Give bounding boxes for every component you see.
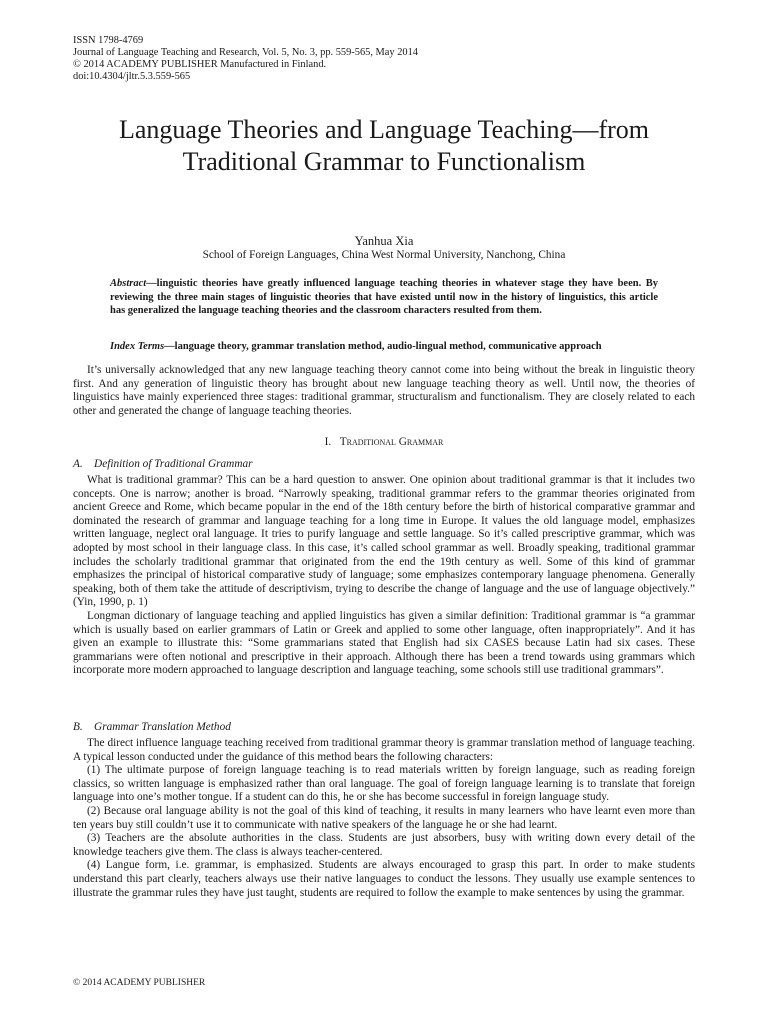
section-heading: [73, 435, 695, 449]
index-terms: [110, 340, 658, 354]
subsection-title: Grammar Translation Method: [94, 721, 231, 733]
author-affiliation: School of Foreign Languages, China West Normal University, Nanchong, China: [202, 249, 566, 261]
subsection-a-body: [73, 474, 695, 678]
paragraph: The direct influence language teaching received from traditional grammar theory is grammar translation method of language teaching. A typical lesson conducted under the guidance of this method bears the following characters:: [73, 737, 695, 763]
author-name: Yanhua Xia: [354, 234, 414, 248]
paragraph: What is traditional grammar? This can be a hard question to answer. One opinion about traditional grammar is that it includes two concepts. One is narrow; another is broad. “Narrowly speaking, traditional grammar refers to the grammar theories originated from ancient Greece and Rome, which became popular in the end of the 18th century before the birth of historical comparative grammar and dominated the research of grammar and language teaching for a long time in Europe. It values the old language model, emphasizes written language, neglect oral language. It tries to purify language and settle language. So it’s called prescriptive grammar, which was adopted by most school in their language class. In this case, it’s called school grammar as well. Broadly speaking, traditional grammar includes the scholarly traditional grammar that originated from the end the 19th century as well. Some of this kind of grammar emphasizes the principal of historical comparative study of language; some emphasizes contemporary language phenomena. Generally speaking, both of them take the attitude of descriptivism, trying to describe the change of language and the use of language objectively.” (Yin, 1990, p. 1): [73, 474, 695, 609]
journal-header: [73, 35, 418, 83]
subsection-label: B.: [73, 721, 83, 733]
introduction: [73, 364, 695, 418]
subsection-title: Definition of Traditional Grammar: [94, 458, 253, 470]
abstract: [110, 277, 658, 318]
subsection-label: A.: [73, 458, 83, 470]
page-footer: © 2014 ACADEMY PUBLISHER: [73, 978, 206, 988]
subsection-heading-b: [73, 720, 231, 734]
paragraph: Longman dictionary of language teaching and applied linguistics has given a similar definition: Traditional grammar is “a grammar which is usually based on earlier grammars of Latin or Greek and applied to some other language, often inappropriately”. And it has given an example to illustrate this: “Some grammarians stated that English had six CASES because Latin had six cases. These grammarians were often notional and prescriptive in their approach. Although there has been a trend towards using grammars which incorporate more modern approached to language description and language teaching, some schools still use traditional grammars”.: [73, 609, 695, 677]
intro-paragraph: It’s universally acknowledged that any new language teaching theory cannot come into being without the break in linguistic theory first. And any generation of linguistic theory has brought about new language teaching theory as well. Until now, the theories of linguistics have mainly experienced three stages: traditional grammar, structuralism and functionalism. They are closely related to each other and generated the change of language teaching theories.: [73, 364, 695, 417]
issn-line: ISSN 1798-4769: [73, 35, 144, 46]
abstract-text: —linguistic theories have greatly influenced language teaching theories in whatever stage they have been. By reviewing the three main stages of linguistic theories that have existed until now in the history of linguistics, this article has generalized the language teaching theories and the classroom characters resulted from them.: [110, 278, 658, 316]
subsection-heading-a: [73, 457, 253, 471]
journal-citation-line: Journal of Language Teaching and Research, Vol. 5, No. 3, pp. 559-565, May 2014: [73, 47, 418, 58]
section-title: Traditional Grammar: [339, 436, 444, 448]
paper-title: Language Theories and Language Teaching—from Traditional Grammar to Functionalism: [118, 115, 650, 176]
abstract-label: Abstract: [110, 278, 147, 289]
list-paragraph: (4) Langue form, i.e. grammar, is emphasized. Students are always encouraged to grasp this part. In order to make students understand this part clearly, teachers always use their native languages to conduct the lessons. They usually use example sentences to illustrate the grammar rules they have just taught, students are required to follow the example to make sentences by using the grammar.: [73, 859, 695, 899]
subsection-b-body: [73, 737, 695, 900]
copyright-line: © 2014 ACADEMY PUBLISHER Manufactured in Finland.: [73, 59, 327, 70]
index-terms-text: —language theory, grammar translation method, audio-lingual method, communicative approach: [164, 341, 602, 352]
index-terms-label: Index Terms: [110, 341, 165, 352]
list-paragraph: (3) Teachers are the absolute authorities in the class. Students are just absorbers, busy with writing down every detail of the knowledge teachers give them. The class is always teacher-centered.: [73, 832, 695, 858]
doi-line: doi:10.4304/jltr.5.3.559-565: [73, 71, 191, 82]
section-number: I.: [324, 436, 332, 448]
list-paragraph: (1) The ultimate purpose of foreign language teaching is to read materials written by foreign language, such as reading foreign classics, so written language is emphasized rather than oral language. The goal of foreign language learning is to translate that foreign language into one’s mother tongue. If a student can do this, he or she has become successful in foreign language study.: [73, 764, 695, 804]
list-paragraph: (2) Because oral language ability is not the goal of this kind of teaching, it results in many learners who have learnt even more than ten years buy still couldn’t use it to communicate with native speakers of the language he or she had learnt.: [73, 804, 695, 831]
